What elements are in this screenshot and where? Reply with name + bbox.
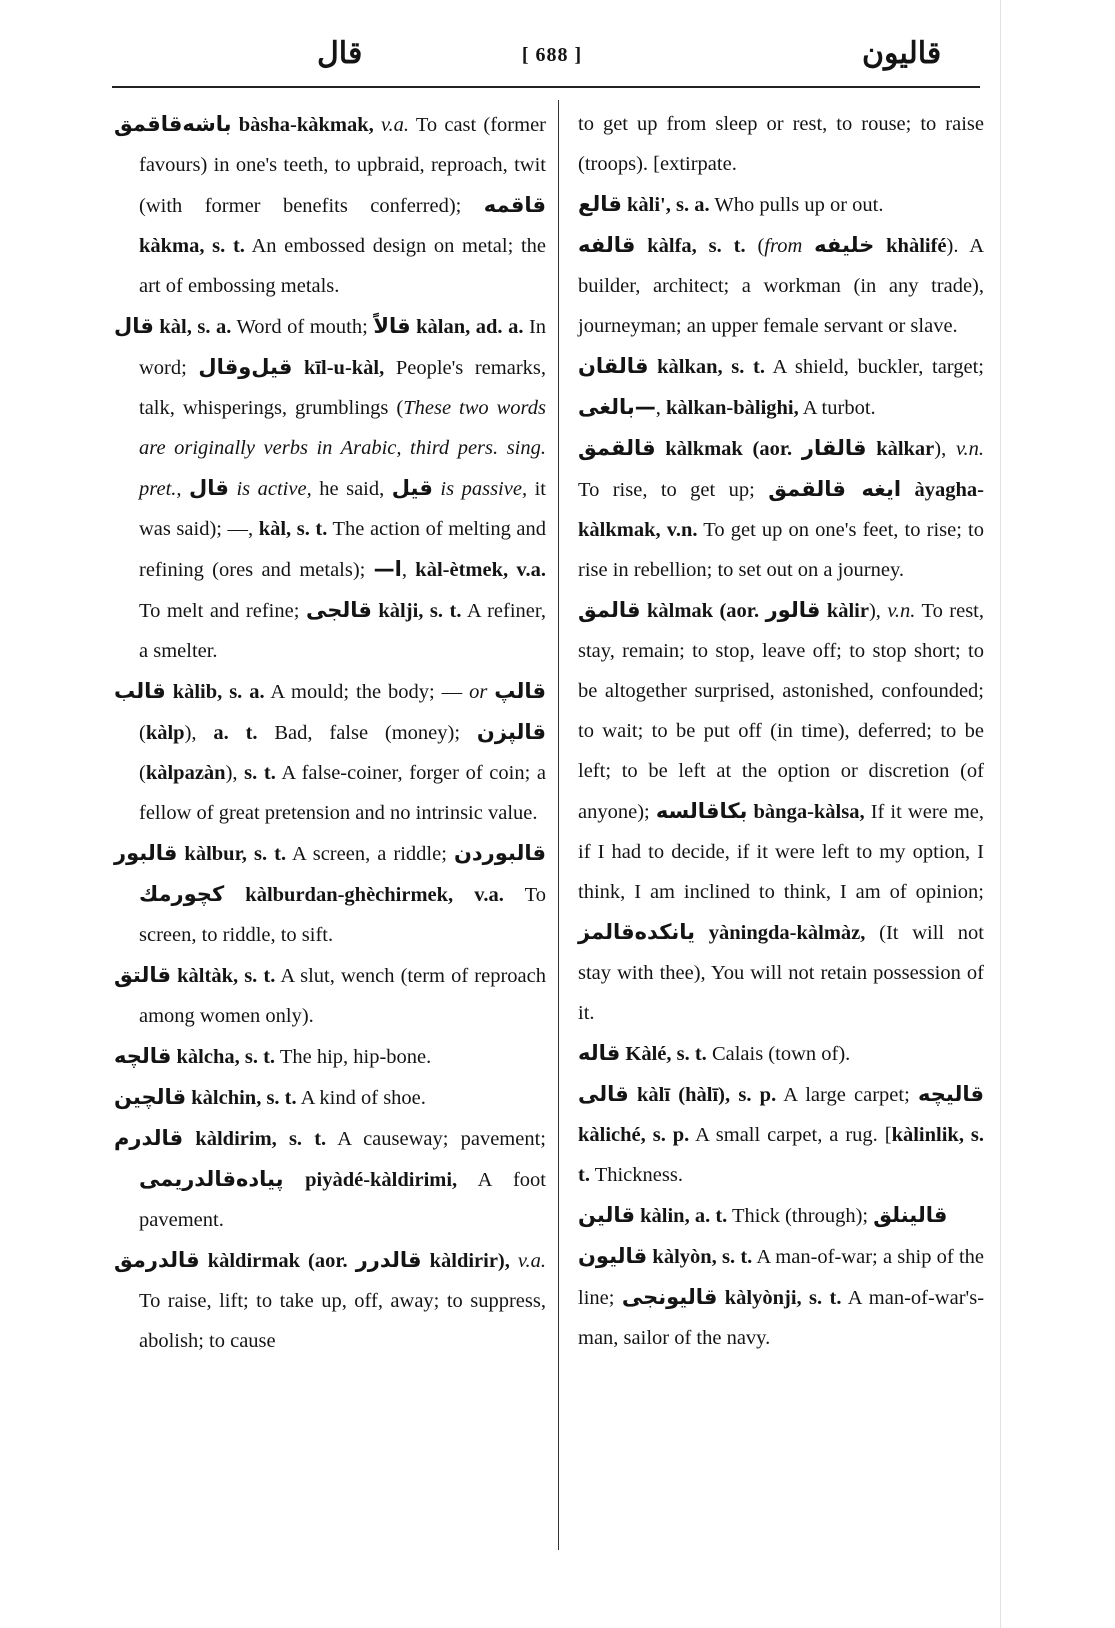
definition: An embossed design on metal; the art of embossing metals. xyxy=(139,235,546,297)
part-of-speech: s. t. xyxy=(244,762,276,784)
etymology-note: from xyxy=(764,235,803,257)
arabic-subword: قالپزن xyxy=(476,720,546,744)
definition: The hip, hip-bone. xyxy=(275,1046,432,1068)
transliteration: kàlmak (aor. xyxy=(646,600,760,622)
arabic-subword: قالور xyxy=(765,598,821,622)
definition: it was said); —, xyxy=(139,478,546,540)
dictionary-entry xyxy=(574,1195,984,1236)
definition: A screen, a riddle; xyxy=(286,843,454,865)
transliteration: kàlin, a. t. xyxy=(640,1205,728,1227)
dictionary-entry xyxy=(114,955,546,1036)
part-of-speech: a. t. xyxy=(213,722,258,744)
definition: (It will not stay with thee), You will not retain possession of it. xyxy=(578,922,984,1024)
transliteration: kàl, s. a. xyxy=(159,316,232,338)
arabic-headword: قالقمق xyxy=(578,436,656,460)
transliteration: bàsha-kàkmak, xyxy=(238,114,381,136)
definition: A foot pavement. xyxy=(139,1169,546,1231)
definition: To rise, to get up; xyxy=(578,479,769,501)
dictionary-entry: قالقان kàlkan, s. t. A shield, buckler, target; —بالغى, kàlkan-bàlighi, A turbot. xyxy=(578,354,984,419)
dictionary-entry: قالفه kàlfa, s. t. (from خليفه khàlifé). A builder, architect; a workman (in any trade), journeyman; an upper female servant or slave. xyxy=(578,233,985,337)
arabic-headword: قاليون xyxy=(578,1244,648,1268)
dictionary-entry xyxy=(114,1240,546,1361)
transliteration: kàlyòn, s. t. xyxy=(652,1246,753,1268)
arabic-subword: قاقمه xyxy=(483,193,546,217)
transliteration: kàlkar xyxy=(876,438,935,460)
dictionary-entry: قال kàl, s. a. Word of mouth; قالاً kàlan, ad. a. In word; قيل‌وقال kīl-u-kàl, People's remarks, talk, whisperings, grumblings (These two words are originally verbs in Arabic, third pers. sing. pret., قال is active, he said, قيل is passive, it was said); —, kàl, s. t. The action of melting and refining (ores and metals); ا—, kàl-ètmek, v.a. To melt and refine; قالجى kàlji, s. t. A refiner, a smelter. xyxy=(114,314,547,662)
arabic-headword: قالچه xyxy=(114,1044,172,1068)
right-column xyxy=(574,104,984,1358)
arabic-subword: بكاقالسه xyxy=(655,799,748,823)
header-rule xyxy=(112,86,980,88)
dictionary-entry xyxy=(574,1033,984,1074)
definition: If it were me, if I had to decide, if it were left to my option, I think, I am inclined to think, I am of opinion; xyxy=(578,801,984,903)
arabic-subword: قالدرر xyxy=(355,1248,422,1272)
definition: The action of melting and refining (ores and metals); xyxy=(139,518,546,581)
definition: To cast (former favours) in one's teeth, to upbraid, reproach, twit (with former benefits conferred); xyxy=(139,114,547,217)
transliteration: kàldirim, s. t. xyxy=(195,1128,327,1150)
definition: To rest, stay, remain; to stop, leave off; to stop short; to be altogether surprised, astonished, confounded; to wait; to be put off (in time), deferred; to be left; to be left at the option or discretion (of anyone); xyxy=(578,600,985,823)
definition: A man-of-war; a ship of the line; xyxy=(578,1246,985,1309)
arabic-headword: قالى xyxy=(578,1082,629,1106)
transliteration: kàl-ètmek, v.a. xyxy=(415,559,547,581)
arabic-headword: قالدرم xyxy=(114,1126,184,1150)
definition: To melt and refine; xyxy=(139,600,306,622)
arabic-headword: قالتق xyxy=(114,963,172,987)
etymology-note: is passive, xyxy=(440,478,528,500)
arabic-subword: خليفه xyxy=(814,233,875,257)
definition: To get up on one's feet, to rise; to rise in rebellion; to set out on a journey. xyxy=(578,519,984,581)
arabic-subword: قاليچه xyxy=(918,1082,984,1106)
arabic-subword: قالينلق xyxy=(873,1203,948,1227)
arabic-headword: قالچين xyxy=(114,1085,187,1109)
definition: Word of mouth; xyxy=(231,316,374,338)
transliteration: kàlyònji, s. t. xyxy=(724,1287,842,1309)
definition: A mould; the body; — xyxy=(264,681,470,703)
dictionary-entry: قالقمق kàlkmak (aor. قالقار kàlkar), v.n. To rise, to get up; ايغه قالقمق àyagha-kàlkmak, v.n. To get up on one's feet, to rise; to rise in rebellion; to set out on a journey. xyxy=(578,436,985,581)
arabic-subword: —بالغى xyxy=(578,395,656,419)
arabic-headword: قالفه xyxy=(578,233,636,257)
arabic-subword: قالبوردن كچورمك xyxy=(139,841,547,906)
definition: A man-of-war's-man, sailor of the navy. xyxy=(578,1287,985,1349)
dictionary-entry: قالمق kàlmak (aor. قالور kàlir), v.n. To rest, stay, remain; to stop, leave off; to stop short; to be altogether surprised, astonished, confounded; to wait; to be put off (in time), deferred; to be left; to be left at the option or discretion (of anyone); بكاقالسه bànga-kàlsa, If it were me, if I had to decide, if it were left to my option, I think, I am inclined to think, I am of opinion; يانكده‌قالمز yàningda-kàlmàz, (It will not stay with thee), You will not retain possession of it. xyxy=(578,598,985,1024)
arabic-headword: باشه‌قاقمق xyxy=(114,112,232,136)
transliteration: kàlkan-bàlighi, xyxy=(666,397,799,419)
definition: ). A builder, architect; a workman (in any trade), journeyman; an upper female servant or slave. xyxy=(578,235,985,337)
definition: Thick (through); xyxy=(727,1205,874,1227)
transliteration: yàningda-kàlmàz, xyxy=(708,922,866,944)
dictionary-entry xyxy=(114,1077,546,1118)
transliteration: kàlchin, s. t. xyxy=(191,1087,297,1109)
definition: Who pulls up or out. xyxy=(709,194,884,216)
transliteration: kàlp xyxy=(145,722,185,744)
arabic-headword: قالقان xyxy=(578,354,649,378)
transliteration: kàlpazàn xyxy=(145,762,226,784)
definition: Bad, false (money); xyxy=(257,722,477,744)
arabic-subword: قاليونجى xyxy=(621,1285,718,1309)
part-of-speech: v.a. xyxy=(380,114,410,136)
definition: People's remarks, talk, whisperings, grumblings ( xyxy=(139,357,546,419)
arabic-subword: قالقار xyxy=(801,436,867,460)
transliteration: kàl, s. t. xyxy=(258,518,328,540)
definition: A small carpet, a rug. [ xyxy=(689,1124,892,1146)
definition: A slut, wench (term of reproach among women only). xyxy=(139,965,546,1027)
dictionary-entry: قالب kàlib, s. a. A mould; the body; — or قالپ (kàlp), a. t. Bad, false (money); قالپزن (kàlpazàn), s. t. A false-coiner, forger of coin; a fellow of great pretension and no intrinsic value. xyxy=(114,679,547,824)
definition: he said, xyxy=(311,478,392,500)
page-number: [ 688 ] xyxy=(521,44,583,66)
dictionary-entry-continuation xyxy=(574,104,984,184)
definition: To raise, lift; to take up, off, away; to suppress, abolish; to cause xyxy=(139,1290,546,1352)
transliteration: khàlifé xyxy=(886,235,947,257)
dictionary-entry xyxy=(114,833,546,955)
transliteration: bànga-kàlsa, xyxy=(753,801,865,823)
definition: Thickness. xyxy=(589,1164,683,1186)
arabic-subword: يانكده‌قالمز xyxy=(578,920,696,944)
definition: to get up from sleep or rest, to rouse; to raise (troops). [extirpate. xyxy=(578,113,984,175)
dictionary-entry xyxy=(114,1118,546,1240)
transliteration: kàlir xyxy=(826,600,869,622)
part-of-speech: v.n. xyxy=(955,438,985,460)
running-header xyxy=(112,36,980,86)
transliteration: kàldirmak (aor. xyxy=(207,1250,348,1272)
dictionary-entry xyxy=(574,1074,984,1195)
definition: A shield, buckler, target; xyxy=(765,356,984,378)
arabic-headword: قالمق xyxy=(578,598,641,622)
transliteration: kīl-u-kàl, xyxy=(303,357,385,379)
arabic-subword: قيل‌وقال xyxy=(198,355,293,379)
arabic-subword: قالجى xyxy=(305,598,372,622)
transliteration: kàlinlik, s. t. xyxy=(578,1124,984,1186)
page-edge-shadow xyxy=(1000,0,1001,1628)
transliteration: kàlkmak (aor. xyxy=(665,438,793,460)
transliteration: kàkma, s. t. xyxy=(139,235,245,257)
transliteration: kàlbur, s. t. xyxy=(184,843,287,865)
part-of-speech: v.a. xyxy=(517,1250,546,1272)
definition: A large carpet; xyxy=(776,1084,919,1106)
header-left-word: قال xyxy=(317,37,363,70)
left-column xyxy=(114,104,546,1361)
transliteration: kàlan, ad. a. xyxy=(416,316,524,338)
dictionary-entry xyxy=(114,1036,546,1077)
transliteration: kàltàk, s. t. xyxy=(177,965,276,987)
arabic-headword: قالبور xyxy=(114,841,178,865)
dictionary-entry xyxy=(114,104,546,306)
arabic-subword: قالاً xyxy=(373,314,411,338)
arabic-subword: پياده‌قالدريمى xyxy=(139,1167,284,1191)
arabic-subword: قال xyxy=(189,476,229,500)
transliteration: kàlfa, s. t. xyxy=(647,235,746,257)
arabic-headword: قاله xyxy=(578,1041,621,1065)
dictionary-entry xyxy=(574,184,984,225)
arabic-headword: قالدرمق xyxy=(114,1248,200,1272)
transliteration: kàlji, s. t. xyxy=(378,600,462,622)
etymology-note: is active, xyxy=(236,478,312,500)
transliteration: kàliché, s. p. xyxy=(578,1124,690,1146)
transliteration: kàlib, s. a. xyxy=(172,681,265,703)
arabic-headword: قال xyxy=(114,314,154,338)
transliteration: Kàlé, s. t. xyxy=(625,1043,707,1065)
definition: Calais (town of). xyxy=(706,1043,851,1065)
transliteration: kàlī (hàlī), s. p. xyxy=(637,1084,777,1106)
definition: In word; xyxy=(139,316,547,379)
transliteration: kàlcha, s. t. xyxy=(176,1046,276,1068)
definition: To screen, to riddle, to sift. xyxy=(139,884,546,946)
column-divider xyxy=(558,100,559,1550)
etymology-note: These two words are originally verbs in Arabic, third pers. sing. pret., xyxy=(139,397,546,500)
arabic-headword: قالع xyxy=(578,192,622,216)
transliteration: àyagha-kàlkmak, v.n. xyxy=(578,479,984,541)
arabic-headword: قالين xyxy=(578,1203,635,1227)
etymology-note: or xyxy=(469,681,488,703)
arabic-subword: قالپ xyxy=(494,679,547,703)
dictionary-entry xyxy=(574,1236,984,1358)
arabic-headword: قالب xyxy=(114,679,166,703)
definition: A refiner, a smelter. xyxy=(139,600,546,662)
transliteration: kàli', s. a. xyxy=(627,194,710,216)
arabic-subword: قيل xyxy=(391,476,433,500)
definition: A false-coiner, forger of coin; a fellow of great pretension and no intrinsic value. xyxy=(139,762,546,824)
definition: A kind of shoe. xyxy=(296,1087,426,1109)
arabic-subword: ايغه قالقمق xyxy=(768,477,902,501)
transliteration: piyàdé-kàldirimi, xyxy=(305,1169,458,1191)
transliteration: kàldirir), xyxy=(429,1250,510,1272)
transliteration: kàlkan, s. t. xyxy=(657,356,765,378)
transliteration: kàlburdan-ghèchirmek, v.a. xyxy=(245,884,504,906)
header-right-word: قاليون xyxy=(862,37,942,70)
definition: A causeway; pavement; xyxy=(326,1128,546,1150)
arabic-subword: ا— xyxy=(373,557,402,581)
part-of-speech: v.n. xyxy=(887,600,916,622)
definition: A turbot. xyxy=(798,397,876,419)
